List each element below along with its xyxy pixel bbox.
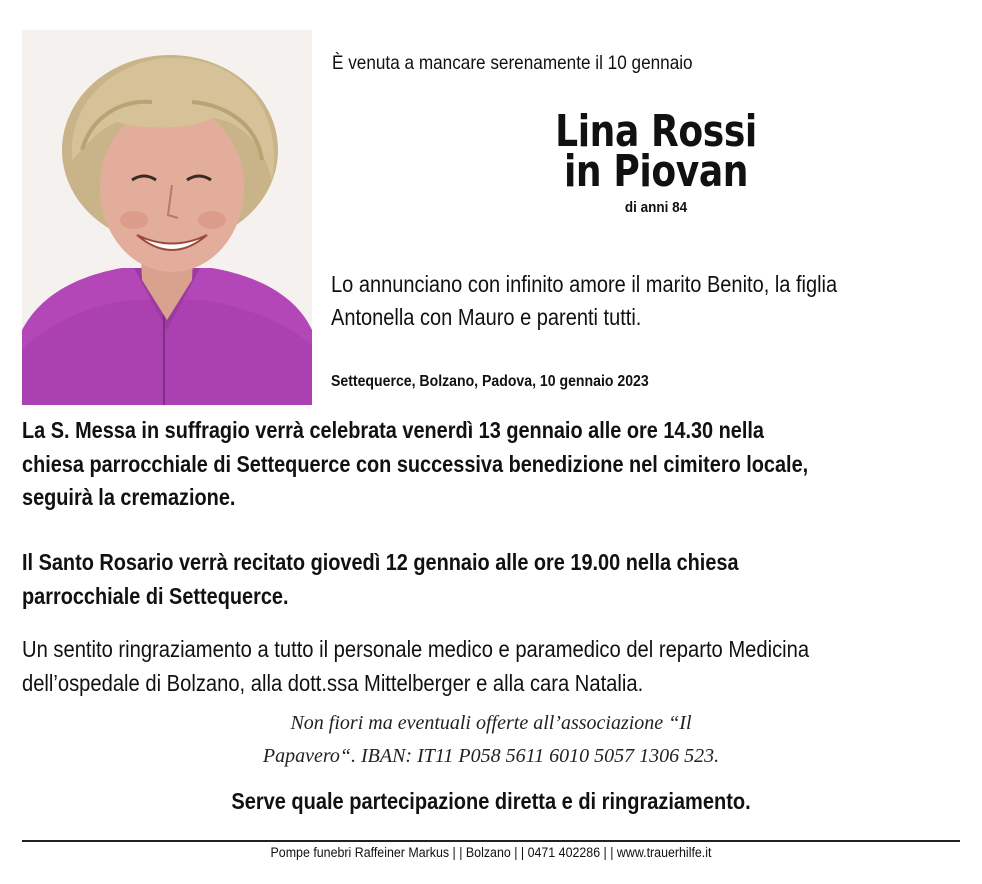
thanks-line2: dell’ospedale di Bolzano, alla dott.ssa Mittelberger e alla cara Natalia. (22, 669, 644, 696)
donation-request-line2: Papavero“. IBAN: IT11 P058 5611 6010 5057 1306 523. (262, 745, 720, 767)
rosary-info (22, 546, 739, 613)
funeral-home-footer: Pompe funebri Raffeiner Markus | | Bolzano | | 0471 402286 | | www.trauerhilfe.it (270, 845, 712, 860)
thanks-paragraph (22, 633, 809, 700)
place-and-date: Settequerce, Bolzano, Padova, 10 gennaio 2023 (331, 373, 649, 390)
participation-note: Serve quale partecipazione diretta e di ringraziamento. (231, 788, 751, 814)
donation-request (0, 707, 982, 773)
deceased-name-line2: in Piovan (563, 145, 749, 197)
deceased-name (508, 106, 803, 197)
rosary-info-line2: parrocchiale di Settequerce. (22, 582, 289, 609)
footer-divider (22, 840, 960, 842)
mass-info-line1: La S. Messa in suffragio verrà celebrata venerdì 13 gennaio alle ore 14.30 nella (22, 417, 764, 443)
death-announcement-intro: È venuta a mancare serenamente il 10 gennaio (332, 52, 693, 74)
thanks-line1: Un sentito ringraziamento a tutto il personale medico e paramedico del reparto Medicina (22, 636, 810, 662)
family-announcement-line2: Antonella con Mauro e parenti tutti. (331, 304, 642, 330)
family-announcement-line1: Lo annunciano con infinito amore il marito Benito, la figlia (331, 271, 838, 297)
mass-info-line2: chiesa parrocchiale di Settequerce con successiva benedizione nel cimitero locale, (22, 450, 809, 477)
mass-info (22, 414, 808, 515)
donation-request-line1: Non fiori ma eventuali offerte all’associazione “Il (290, 712, 692, 734)
mass-info-line3: seguirà la cremazione. (22, 484, 236, 510)
family-announcement (331, 268, 923, 334)
deceased-name-line1: Lina Rossi (555, 106, 757, 157)
portrait-photo (22, 30, 312, 405)
rosary-info-line1: Il Santo Rosario verrà recitato giovedì 12 gennaio alle ore 19.00 nella chiesa (22, 549, 739, 575)
deceased-age: di anni 84 (624, 199, 688, 216)
